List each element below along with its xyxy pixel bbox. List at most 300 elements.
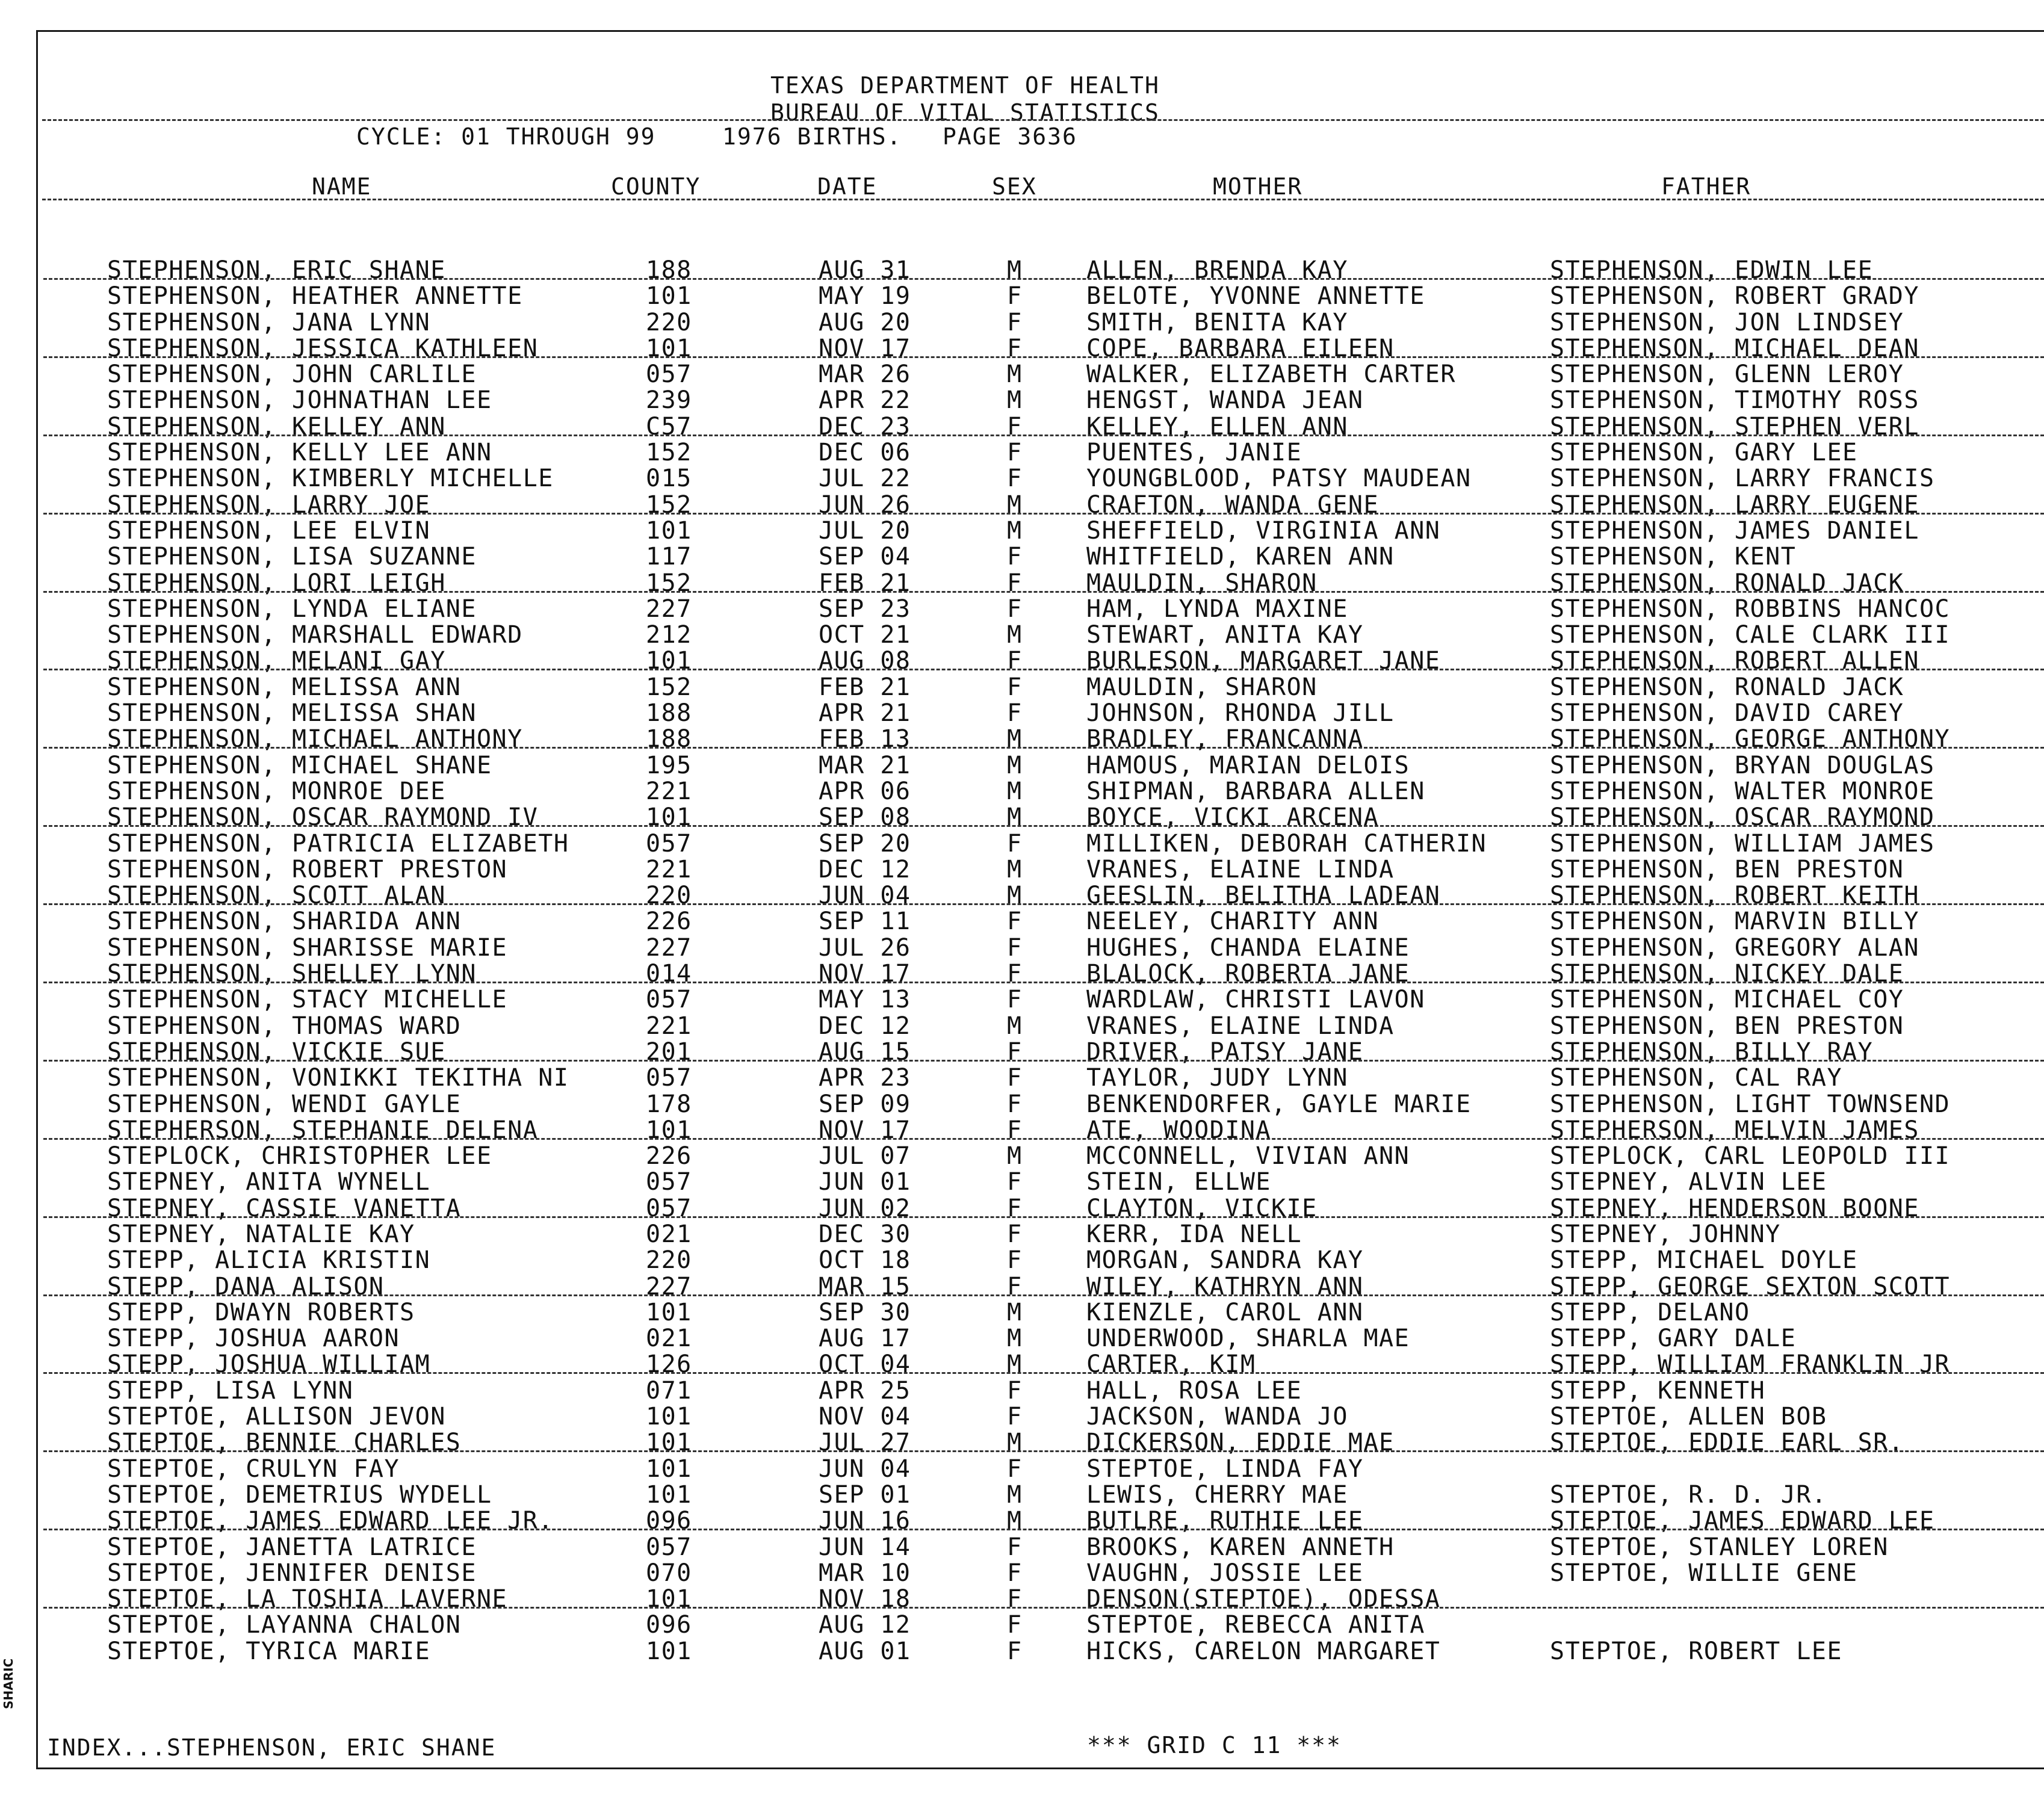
cell-father: STEPHENSON, NICKEY DALE: [1550, 960, 1904, 988]
table-row: [0, 831, 2044, 857]
cell-date: APR 22: [819, 386, 911, 415]
cell-date: AUG 01: [819, 1637, 911, 1665]
cell-father: STEPHERSON, MELVIN JAMES: [1550, 1116, 1919, 1144]
cell-sex: M: [1007, 1325, 1023, 1353]
cell-mother: BELOTE, YVONNE ANNETTE: [1086, 282, 1425, 311]
cell-date: DEC 12: [819, 1012, 911, 1040]
cell-sex: F: [1007, 1376, 1023, 1405]
cell-name: STEPP, ALICIA KRISTIN: [107, 1246, 431, 1275]
table-row: [0, 1456, 2044, 1482]
cell-mother: GEESLIN, BELITHA LADEAN: [1086, 882, 1441, 910]
cell-sex: F: [1007, 1533, 1023, 1561]
cell-name: STEPHENSON, LORI LEIGH: [107, 569, 446, 597]
cell-county: 015: [646, 465, 692, 493]
cell-name: STEPHENSON, LYNDA ELIANE: [107, 595, 477, 623]
table-row: [0, 648, 2044, 674]
cell-date: AUG 17: [819, 1325, 911, 1353]
table-row: [0, 675, 2044, 700]
cell-sex: F: [1007, 1246, 1023, 1275]
cell-name: STEPHENSON, MELISSA SHAN: [107, 699, 477, 728]
cell-name: STEPTOE, LAYANNA CHALON: [107, 1611, 462, 1639]
table-row: [0, 726, 2044, 752]
cell-mother: WHITFIELD, KAREN ANN: [1086, 543, 1395, 571]
cell-date: NOV 17: [819, 1116, 911, 1144]
cell-father: STEPHENSON, KENT: [1550, 543, 1797, 571]
cell-county: 101: [646, 516, 692, 545]
cell-county: 014: [646, 960, 692, 988]
cell-mother: LEWIS, CHERRY MAE: [1086, 1480, 1348, 1509]
cell-mother: STEWART, ANITA KAY: [1086, 621, 1364, 649]
table-row: [0, 857, 2044, 883]
cell-mother: BURLESON, MARGARET JANE: [1086, 647, 1441, 675]
cell-county: 057: [646, 1533, 692, 1561]
cell-father: STEPHENSON, GARY LEE: [1550, 439, 1858, 467]
cell-name: STEPP, JOSHUA AARON: [107, 1325, 400, 1353]
cell-father: STEPHENSON, WILLIAM JAMES: [1550, 829, 1935, 858]
table-row: [0, 1430, 2044, 1456]
column-header-date: DATE: [817, 173, 878, 200]
cell-sex: F: [1007, 1168, 1023, 1196]
table-row: [0, 1639, 2044, 1665]
table-row: [0, 1118, 2044, 1143]
cell-sex: F: [1007, 1064, 1023, 1092]
cell-name: STEPHENSON, JOHN CARLILE: [107, 360, 477, 389]
cell-name: STEPHENSON, ROBERT PRESTON: [107, 855, 508, 883]
cell-sex: F: [1007, 1116, 1023, 1144]
table-row: [0, 1300, 2044, 1326]
cell-name: STEPHENSON, MICHAEL SHANE: [107, 751, 492, 779]
cell-sex: F: [1007, 1585, 1023, 1613]
cell-father: STEPHENSON, BRYAN DOUGLAS: [1550, 751, 1935, 779]
cell-date: OCT 21: [819, 621, 911, 649]
cell-county: 101: [646, 1429, 692, 1457]
cell-county: 117: [646, 543, 692, 571]
cell-mother: JOHNSON, RHONDA JILL: [1086, 699, 1395, 728]
cell-name: STEPHENSON, VONIKKI TEKITHA NI: [107, 1064, 569, 1092]
cell-father: STEPHENSON, GEORGE ANTHONY: [1550, 725, 1951, 753]
cell-date: JUN 16: [819, 1507, 911, 1535]
table-row: [0, 883, 2044, 909]
table-row: [0, 336, 2044, 362]
cell-sex: F: [1007, 282, 1023, 311]
cell-name: STEPHENSON, ERIC SHANE: [107, 256, 446, 284]
cell-county: 057: [646, 1168, 692, 1196]
cell-mother: HALL, ROSA LEE: [1086, 1376, 1302, 1405]
cell-father: STEPTOE, ROBERT LEE: [1550, 1637, 1843, 1665]
cell-father: STEPTOE, R. D. JR.: [1550, 1480, 1827, 1509]
column-header-mother: MOTHER: [1213, 173, 1303, 200]
table-row: [0, 1378, 2044, 1404]
table-row: [0, 388, 2044, 413]
cell-mother: WILEY, KATHRYN ANN: [1086, 1272, 1364, 1300]
cell-mother: DRIVER, PATSY JANE: [1086, 1038, 1364, 1066]
cell-mother: KIENZLE, CAROL ANN: [1086, 1298, 1364, 1326]
cell-date: SEP 11: [819, 908, 911, 936]
cell-father: STEPTOE, STANLEY LOREN: [1550, 1533, 1889, 1561]
cell-father: STEPHENSON, BILLY RAY: [1550, 1038, 1874, 1066]
cell-name: STEPHENSON, STACY MICHELLE: [107, 986, 508, 1014]
cell-sex: F: [1007, 933, 1023, 962]
cell-date: JUL 07: [819, 1142, 911, 1170]
cell-name: STEPP, JOSHUA WILLIAM: [107, 1350, 431, 1379]
cell-county: 221: [646, 855, 692, 883]
cell-name: STEPHENSON, KELLEY ANN: [107, 412, 446, 441]
cell-date: APR 06: [819, 777, 911, 805]
cell-mother: KELLEY, ELLEN ANN: [1086, 412, 1348, 441]
cell-name: STEPHENSON, OSCAR RAYMOND IV: [107, 803, 539, 832]
cell-county: 195: [646, 751, 692, 779]
cell-mother: YOUNGBLOOD, PATSY MAUDEAN: [1086, 465, 1472, 493]
cell-name: STEPHENSON, HEATHER ANNETTE: [107, 282, 523, 311]
cell-mother: HUGHES, CHANDA ELAINE: [1086, 933, 1410, 962]
cell-father: STEPP, GARY DALE: [1550, 1325, 1797, 1353]
cell-date: JUN 14: [819, 1533, 911, 1561]
cell-county: 101: [646, 1480, 692, 1509]
cell-date: MAY 13: [819, 986, 911, 1014]
cell-father: STEPTOE, ALLEN BOB: [1550, 1403, 1827, 1431]
cell-name: STEPNEY, NATALIE KAY: [107, 1220, 415, 1248]
cell-father: STEPP, MICHAEL DOYLE: [1550, 1246, 1858, 1275]
table-row: [0, 1196, 2044, 1222]
cell-sex: M: [1007, 882, 1023, 910]
cell-name: STEPTOE, CRULYN FAY: [107, 1455, 400, 1483]
cell-sex: F: [1007, 1220, 1023, 1248]
cell-mother: HICKS, CARELON MARGARET: [1086, 1637, 1441, 1665]
cell-date: OCT 18: [819, 1246, 911, 1275]
cell-sex: F: [1007, 334, 1023, 362]
cell-name: STEPHENSON, KIMBERLY MICHELLE: [107, 465, 554, 493]
cell-sex: F: [1007, 960, 1023, 988]
cell-father: STEPHENSON, MICHAEL DEAN: [1550, 334, 1919, 362]
cell-name: STEPTOE, LA TOSHIA LAVERNE: [107, 1585, 508, 1613]
table-row: [0, 1065, 2044, 1091]
cell-sex: M: [1007, 725, 1023, 753]
cell-date: MAR 10: [819, 1559, 911, 1587]
table-row: [0, 414, 2044, 440]
cell-sex: F: [1007, 1611, 1023, 1639]
cell-name: STEPHENSON, LEE ELVIN: [107, 516, 431, 545]
cell-sex: M: [1007, 1012, 1023, 1040]
cell-date: MAR 26: [819, 360, 911, 389]
cell-date: JUN 26: [819, 490, 911, 519]
side-label: SHARIC: [1, 1658, 16, 1709]
cell-county: 021: [646, 1220, 692, 1248]
cell-county: 071: [646, 1376, 692, 1405]
table-row: [0, 466, 2044, 492]
cell-county: 239: [646, 386, 692, 415]
cell-date: JUL 26: [819, 933, 911, 962]
cell-father: STEPHENSON, ROBERT GRADY: [1550, 282, 1919, 311]
cell-date: FEB 21: [819, 673, 911, 701]
cell-name: STEPHENSON, JESSICA KATHLEEN: [107, 334, 539, 362]
cell-date: JUN 04: [819, 882, 911, 910]
cell-sex: F: [1007, 908, 1023, 936]
cell-sex: M: [1007, 360, 1023, 389]
cell-county: 101: [646, 282, 692, 311]
cell-mother: DICKERSON, EDDIE MAE: [1086, 1429, 1395, 1457]
cell-father: STEPHENSON, RONALD JACK: [1550, 673, 1904, 701]
cell-name: STEPHENSON, SHARIDA ANN: [107, 908, 462, 936]
cell-county: 070: [646, 1559, 692, 1587]
table-row: [0, 596, 2044, 622]
cell-father: STEPHENSON, ROBERT KEITH: [1550, 882, 1919, 910]
cell-mother: BRADLEY, FRANCANNA: [1086, 725, 1364, 753]
cell-county: 188: [646, 699, 692, 728]
cell-mother: KERR, IDA NELL: [1086, 1220, 1302, 1248]
cell-sex: M: [1007, 1480, 1023, 1509]
cell-date: SEP 04: [819, 543, 911, 571]
cell-father: STEPHENSON, DAVID CAREY: [1550, 699, 1904, 728]
cell-name: STEPHENSON, MICHAEL ANTHONY: [107, 725, 523, 753]
cell-name: STEPHENSON, KELLY LEE ANN: [107, 439, 492, 467]
cell-county: 057: [646, 829, 692, 858]
cell-father: STEPHENSON, OSCAR RAYMOND: [1550, 803, 1935, 832]
cell-date: OCT 04: [819, 1350, 911, 1379]
cell-sex: M: [1007, 621, 1023, 649]
cell-mother: WARDLAW, CHRISTI LAVON: [1086, 986, 1425, 1014]
table-row: [0, 544, 2044, 570]
cell-sex: F: [1007, 1090, 1023, 1118]
table-row: [0, 1404, 2044, 1430]
table-row: [0, 805, 2044, 830]
cell-date: SEP 09: [819, 1090, 911, 1118]
cell-date: MAR 21: [819, 751, 911, 779]
table-row: [0, 1222, 2044, 1248]
column-header-sex: SEX: [992, 173, 1037, 200]
column-header-father: FATHER: [1661, 173, 1751, 200]
cell-sex: F: [1007, 465, 1023, 493]
cell-mother: BLALOCK, ROBERTA JANE: [1086, 960, 1410, 988]
cell-county: 188: [646, 725, 692, 753]
cell-county: 152: [646, 490, 692, 519]
table-row: [0, 987, 2044, 1013]
cell-mother: MCCONNELL, VIVIAN ANN: [1086, 1142, 1410, 1170]
cell-mother: BROOKS, KAREN ANNETH: [1086, 1533, 1395, 1561]
cell-name: STEPHENSON, SHARISSE MARIE: [107, 933, 508, 962]
cell-sex: F: [1007, 647, 1023, 675]
cell-county: 221: [646, 1012, 692, 1040]
cell-date: AUG 20: [819, 308, 911, 336]
cell-sex: M: [1007, 1298, 1023, 1326]
header-births: 1976 BIRTHS.: [722, 123, 902, 150]
cell-name: STEPHERSON, STEPHANIE DELENA: [107, 1116, 539, 1144]
column-header-rule: [42, 199, 2044, 200]
table-row: [0, 1352, 2044, 1378]
cell-mother: VAUGHN, JOSSIE LEE: [1086, 1559, 1364, 1587]
cell-father: STEPHENSON, LARRY FRANCIS: [1550, 465, 1935, 493]
cell-sex: F: [1007, 1637, 1023, 1665]
cell-name: STEPHENSON, LARRY JOE: [107, 490, 431, 519]
cell-name: STEPHENSON, SCOTT ALAN: [107, 882, 446, 910]
cell-date: SEP 20: [819, 829, 911, 858]
cell-sex: F: [1007, 829, 1023, 858]
cell-sex: F: [1007, 1559, 1023, 1587]
cell-mother: NEELEY, CHARITY ANN: [1086, 908, 1380, 936]
cell-father: STEPP, DELANO: [1550, 1298, 1750, 1326]
cell-name: STEPHENSON, PATRICIA ELIZABETH: [107, 829, 569, 858]
cell-sex: M: [1007, 777, 1023, 805]
cell-date: JUN 02: [819, 1194, 911, 1222]
cell-date: MAR 15: [819, 1272, 911, 1300]
cell-father: STEPP, GEORGE SEXTON SCOTT: [1550, 1272, 1951, 1300]
table-row: [0, 258, 2044, 283]
cell-sex: M: [1007, 386, 1023, 415]
table-row: [0, 1535, 2044, 1560]
cell-father: STEPHENSON, JON LINDSEY: [1550, 308, 1904, 336]
table-row: [0, 1586, 2044, 1612]
cell-father: STEPHENSON, TIMOTHY ROSS: [1550, 386, 1919, 415]
cell-date: DEC 06: [819, 439, 911, 467]
cell-name: STEPNEY, CASSIE VANETTA: [107, 1194, 462, 1222]
cell-father: STEPHENSON, LIGHT TOWNSEND: [1550, 1090, 1951, 1118]
cell-father: STEPTOE, JAMES EDWARD LEE: [1550, 1507, 1935, 1535]
cell-county: 220: [646, 882, 692, 910]
table-row: [0, 1560, 2044, 1586]
cell-name: STEPHENSON, MELANI GAY: [107, 647, 446, 675]
table-row: [0, 1508, 2044, 1534]
table-row: [0, 1482, 2044, 1508]
cell-date: APR 23: [819, 1064, 911, 1092]
cell-sex: F: [1007, 1403, 1023, 1431]
cell-father: STEPP, WILLIAM FRANKLIN JR: [1550, 1350, 1951, 1379]
header-cycle: CYCLE: 01 THROUGH 99: [356, 123, 656, 150]
cell-county: 096: [646, 1507, 692, 1535]
cell-mother: ALLEN, BRENDA KAY: [1086, 256, 1348, 284]
cell-mother: SHIPMAN, BARBARA ALLEN: [1086, 777, 1425, 805]
cell-mother: HAM, LYNDA MAXINE: [1086, 595, 1348, 623]
cell-father: STEPHENSON, BEN PRESTON: [1550, 855, 1904, 883]
cell-mother: JACKSON, WANDA JO: [1086, 1403, 1348, 1431]
cell-name: STEPHENSON, MELISSA ANN: [107, 673, 462, 701]
cell-name: STEPHENSON, MARSHALL EDWARD: [107, 621, 523, 649]
cell-mother: STEPTOE, REBECCA ANITA: [1086, 1611, 1425, 1639]
cell-name: STEPP, LISA LYNN: [107, 1376, 354, 1405]
cell-name: STEPHENSON, MONROE DEE: [107, 777, 446, 805]
cell-mother: TAYLOR, JUDY LYNN: [1086, 1064, 1348, 1092]
cell-name: STEPP, DWAYN ROBERTS: [107, 1298, 415, 1326]
cell-sex: F: [1007, 1038, 1023, 1066]
table-row: [0, 440, 2044, 466]
cell-date: DEC 12: [819, 855, 911, 883]
table-row: [0, 1274, 2044, 1300]
cell-mother: VRANES, ELAINE LINDA: [1086, 855, 1395, 883]
table-row: [0, 909, 2044, 935]
footer-index: INDEX...STEPHENSON, ERIC SHANE: [47, 1734, 497, 1761]
table-row: [0, 622, 2044, 648]
cell-name: STEPNEY, ANITA WYNELL: [107, 1168, 431, 1196]
cell-mother: UNDERWOOD, SHARLA MAE: [1086, 1325, 1410, 1353]
cell-mother: STEIN, ELLWE: [1086, 1168, 1271, 1196]
cell-date: NOV 17: [819, 334, 911, 362]
cell-name: STEPP, DANA ALISON: [107, 1272, 385, 1300]
cell-sex: M: [1007, 516, 1023, 545]
cell-sex: M: [1007, 1507, 1023, 1535]
cell-mother: MAULDIN, SHARON: [1086, 569, 1318, 597]
cell-county: 152: [646, 439, 692, 467]
cell-sex: F: [1007, 595, 1023, 623]
cell-mother: MILLIKEN, DEBORAH CATHERIN: [1086, 829, 1487, 858]
cell-county: 152: [646, 673, 692, 701]
cell-county: 226: [646, 1142, 692, 1170]
header-title: TEXAS DEPARTMENT OF HEALTH: [770, 72, 1160, 99]
cell-county: 188: [646, 256, 692, 284]
cell-father: STEPHENSON, JAMES DANIEL: [1550, 516, 1919, 545]
cell-county: 227: [646, 1272, 692, 1300]
cell-sex: M: [1007, 1142, 1023, 1170]
cell-name: STEPHENSON, SHELLEY LYNN: [107, 960, 477, 988]
header-page: PAGE 3636: [943, 123, 1077, 150]
cell-mother: STEPTOE, LINDA FAY: [1086, 1455, 1364, 1483]
cell-father: STEPHENSON, CAL RAY: [1550, 1064, 1843, 1092]
cell-mother: CARTER, KIM: [1086, 1350, 1256, 1379]
cell-date: FEB 21: [819, 569, 911, 597]
table-row: [0, 1039, 2044, 1065]
cell-date: JUN 01: [819, 1168, 911, 1196]
cell-name: STEPTOE, JAMES EDWARD LEE JR.: [107, 1507, 554, 1535]
cell-county: 101: [646, 1298, 692, 1326]
cell-mother: SMITH, BENITA KAY: [1086, 308, 1348, 336]
cell-county: 220: [646, 1246, 692, 1275]
table-row: [0, 1143, 2044, 1169]
cell-date: DEC 30: [819, 1220, 911, 1248]
cell-mother: ATE, WOODINA: [1086, 1116, 1271, 1144]
table-row: [0, 310, 2044, 336]
cell-father: STEPHENSON, GREGORY ALAN: [1550, 933, 1919, 962]
cell-county: 221: [646, 777, 692, 805]
cell-father: STEPLOCK, CARL LEOPOLD III: [1550, 1142, 1951, 1170]
cell-date: JUN 04: [819, 1455, 911, 1483]
cell-sex: F: [1007, 1455, 1023, 1483]
cell-father: STEPTOE, WILLIE GENE: [1550, 1559, 1858, 1587]
cell-date: SEP 08: [819, 803, 911, 832]
cell-county: 101: [646, 1403, 692, 1431]
cell-date: SEP 01: [819, 1480, 911, 1509]
cell-father: STEPHENSON, BEN PRESTON: [1550, 1012, 1904, 1040]
cell-county: 101: [646, 1116, 692, 1144]
cell-sex: F: [1007, 1272, 1023, 1300]
table-row: [0, 779, 2044, 805]
cell-name: STEPTOE, TYRICA MARIE: [107, 1637, 431, 1665]
cell-date: AUG 08: [819, 647, 911, 675]
cell-date: FEB 13: [819, 725, 911, 753]
table-row: [0, 571, 2044, 596]
cell-date: NOV 04: [819, 1403, 911, 1431]
cell-county: 227: [646, 933, 692, 962]
cell-mother: BENKENDORFER, GAYLE MARIE: [1086, 1090, 1472, 1118]
cell-sex: F: [1007, 308, 1023, 336]
cell-father: STEPHENSON, LARRY EUGENE: [1550, 490, 1919, 519]
header-bureau: BUREAU OF VITAL STATISTICS: [770, 99, 1160, 126]
cell-sex: M: [1007, 256, 1023, 284]
cell-county: 057: [646, 986, 692, 1014]
cell-county: 057: [646, 360, 692, 389]
cell-sex: M: [1007, 490, 1023, 519]
cell-father: STEPHENSON, RONALD JACK: [1550, 569, 1904, 597]
cell-mother: WALKER, ELIZABETH CARTER: [1086, 360, 1456, 389]
table-row: [0, 492, 2044, 518]
cell-county: C57: [646, 412, 692, 441]
cell-name: STEPLOCK, CHRISTOPHER LEE: [107, 1142, 492, 1170]
cell-mother: HAMOUS, MARIAN DELOIS: [1086, 751, 1410, 779]
cell-date: APR 21: [819, 699, 911, 728]
cell-name: STEPHENSON, LISA SUZANNE: [107, 543, 477, 571]
cell-date: JUL 22: [819, 465, 911, 493]
cell-mother: COPE, BARBARA EILEEN: [1086, 334, 1395, 362]
table-row: [0, 935, 2044, 961]
cell-date: MAY 19: [819, 282, 911, 311]
cell-name: STEPHENSON, WENDI GAYLE: [107, 1090, 462, 1118]
column-header-county: COUNTY: [611, 173, 701, 200]
